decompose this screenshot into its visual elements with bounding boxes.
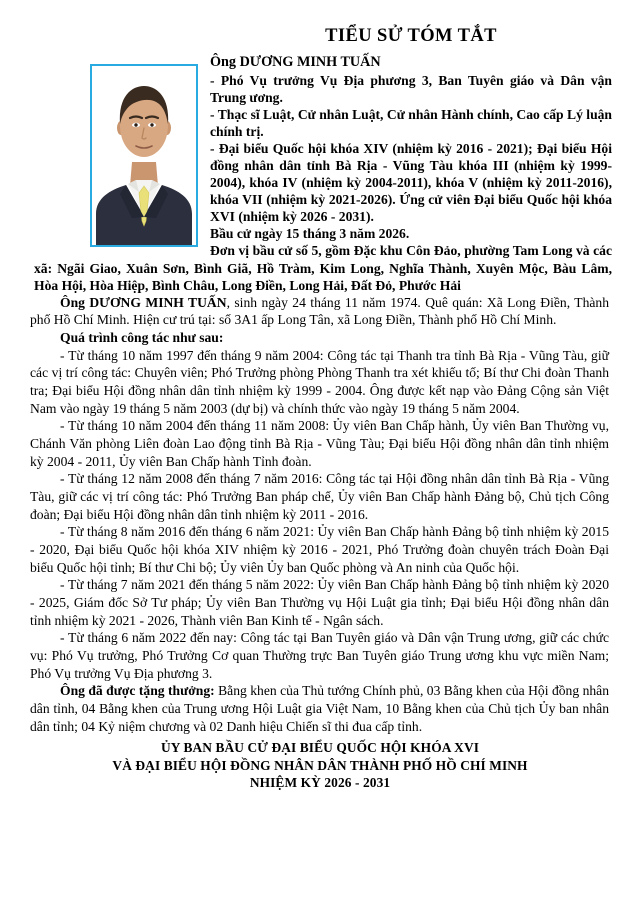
portrait-illustration [92, 66, 196, 245]
career-entry: - Từ tháng 7 năm 2021 đến tháng 5 năm 2022: Ủy viên Ban Chấp hành Đảng bộ tỉnh nhiệm kỳ 2020 - 2025, Giám đốc Sở Tư pháp; Ủy viên Ban Thường vụ Hội Luật gia tỉnh; Đại biểu Hội đồng nhân dân tỉnh nhiệm kỳ 2021 - 2026, Thành viên Ban Kinh tế - Ngân sách. [30, 577, 609, 628]
footer-line-1: ỦY BAN BẦU CỬ ĐẠI BIỂU QUỐC HỘI KHÓA XVI [160, 740, 480, 756]
candidate-portrait [90, 64, 198, 247]
career-entry: - Từ tháng 12 năm 2008 đến tháng 7 năm 2016: Công tác tại Hội đồng nhân dân tỉnh Bà Rịa - Vũng Tàu, giữ các vị trí công tác: Phó Trưởng Ban pháp chế, Ủy viên Ban Chấp hành Đảng bộ, Chủ tịch Công đoàn; Đại biểu Hội đồng nhân dân tỉnh nhiệm kỳ 2011 - 2016. [30, 471, 609, 522]
page-title: TIỂU SỬ TÓM TẮT [325, 26, 497, 46]
intro-paragraph [30, 294, 609, 329]
career-heading: Quá trình công tác như sau: [60, 329, 224, 345]
intro-name: Ông DƯƠNG MINH TUẤN [60, 294, 227, 310]
career-entry: - Từ tháng 10 năm 2004 đến tháng 11 năm 2008: Ủy viên Ban Chấp hành, Ủy viên Ban Thường vụ, Chánh Văn phòng Liên đoàn Lao động tỉnh Bà Rịa - Vũng Tàu; Đại biểu Hội đồng nhân dân tỉnh nhiệm kỳ 2004 - 2011, Ủy viên Ban Chấp hành Tỉnh đoàn. [30, 418, 609, 469]
career-entry: - Từ tháng 10 năm 1997 đến tháng 9 năm 2004: Công tác tại Thanh tra tỉnh Bà Rịa - Vũng Tàu, giữ các vị trí công tác: Chuyên viên; Phó Trưởng phòng Phòng Thanh tra xét khiếu tố; Bí thư Chi đoàn Thanh tra; Đại biểu Hội đồng nhân dân tỉnh nhiệm kỳ 1999 - 2004. Ông được kết nạp vào Đảng Cộng sản Việt Nam vào ngày 19 tháng 5 năm 2003 (dự bị) và chính thức vào ngày 19 tháng 5 năm 2004. [30, 347, 609, 416]
career-entry: - Từ tháng 6 năm 2022 đến nay: Công tác tại Ban Tuyên giáo và Dân vận Trung ương, giữ các chức vụ: Phó Vụ trưởng, Phó Trưởng Cơ quan Thường trực Ban Tuyên giáo Trung ương khu vực miền Nam; Phó Vụ trưởng Vụ Địa phương 3. [30, 630, 609, 681]
awards-paragraph [30, 682, 609, 735]
biography-body [28, 294, 612, 736]
awards-label: Ông đã được tặng thưởng: [60, 683, 215, 699]
footer-line-2: VÀ ĐẠI BIỂU HỘI ĐỒNG NHÂN DÂN THÀNH PHỐ HỒ CHÍ MINH [112, 757, 528, 773]
summary-line: Bầu cử ngày 15 tháng 3 năm 2026. [210, 226, 410, 242]
summary-line: Đơn vị bầu cử số 5, gồm Đặc khu Côn Đảo, phường Tam Long và các xã: Ngãi Giao, Xuân Sơn, Bình Giã, Hồ Tràm, Kim Long, Nghĩa Thành, Xuyên Mộc, Bàu Lâm, Hòa Hội, Hòa Hiệp, Bình Châu, Long Điền, Long Hải, Đất Đỏ, Phước Hải [34, 243, 612, 293]
summary-line: - Phó Vụ trưởng Vụ Địa phương 3, Ban Tuyên giáo và Dân vận Trung ương. [210, 73, 612, 106]
candidate-name: Ông DƯƠNG MINH TUẤN [210, 54, 381, 70]
intro-detail: , sinh ngày 24 tháng 11 năm 1974. Quê quán: Xã Long Điền, Thành phố Hồ Chí Minh. Hiện cư trú tại: số 3A1 ấp Long Tân, xã Long Điền, Thành phố Hồ Chí Minh. [30, 294, 609, 328]
summary-line: - Đại biểu Quốc hội khóa XIV (nhiệm kỳ 2016 - 2021); Đại biểu Hội đồng nhân dân tỉnh Bà Rịa - Vũng Tàu khóa III (nhiệm kỳ 1999-2004), khóa IV (nhiệm kỳ 2004-2011), khóa V (nhiệm kỳ 2011-2016), khóa VII (nhiệm kỳ 2021-2026). Ứng cử viên Đại biểu Quốc hội khóa XVI (nhiệm kỳ 2026 - 2031). [210, 141, 612, 225]
awards-detail: Bằng khen của Thủ tướng Chính phủ, 03 Bằng khen của Hội đồng nhân dân tỉnh, 04 Bằng khen của Trung ương Hội Luật gia Việt Nam, 10 Bằng khen của Chủ tịch Ủy ban nhân dân tỉnh; 04 Kỷ niệm chương và 02 Danh hiệu Chiến sĩ thi đua cấp tỉnh. [30, 683, 609, 734]
career-entry: - Từ tháng 8 năm 2016 đến tháng 6 năm 2021: Ủy viên Ban Chấp hành Đảng bộ tỉnh nhiệm kỳ 2015 - 2020, Đại biểu Quốc hội khóa XIV nhiệm kỳ 2016 - 2021, Phó Trưởng đoàn chuyên trách Đoàn Đại biểu Quốc hội tỉnh; Bí thư Chi bộ; Ủy viên Ủy ban Quốc phòng và An ninh của Quốc hội. [30, 524, 609, 575]
summary-line: - Thạc sĩ Luật, Cử nhân Luật, Cử nhân Hành chính, Cao cấp Lý luận chính trị. [210, 107, 612, 140]
footer-line-3: NHIỆM KỲ 2026 - 2031 [249, 775, 391, 791]
issuing-authority [28, 739, 612, 791]
